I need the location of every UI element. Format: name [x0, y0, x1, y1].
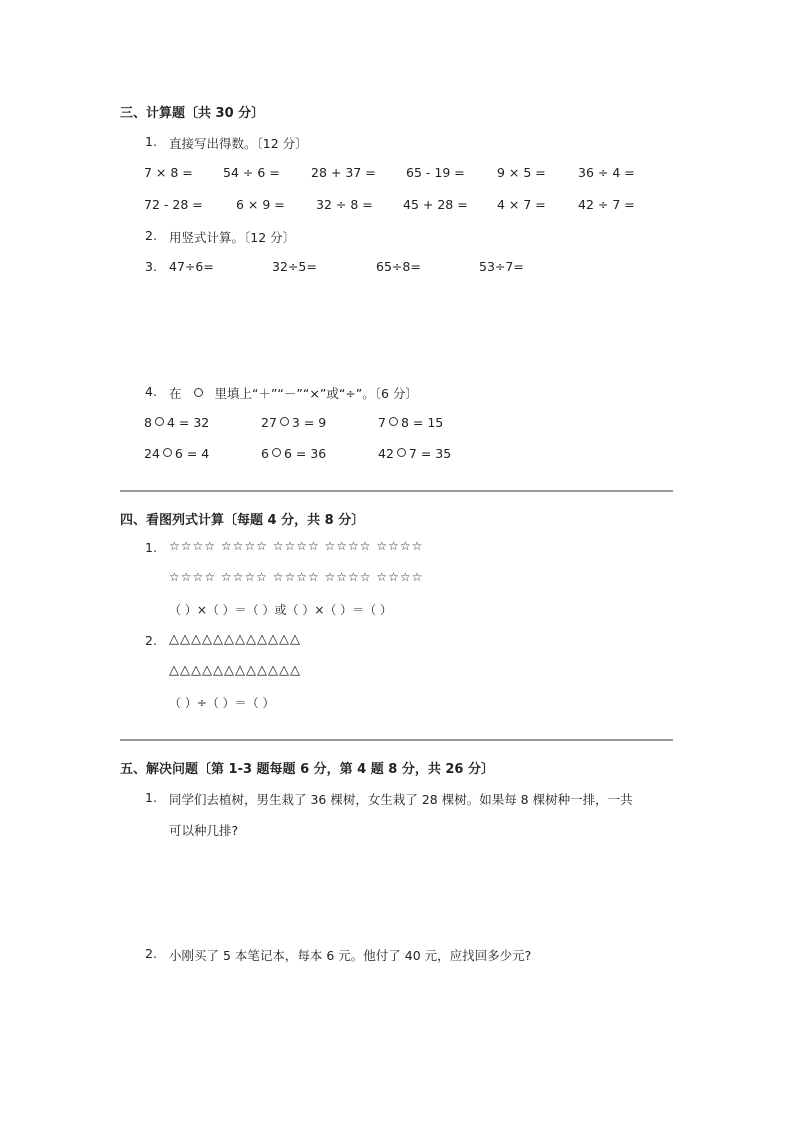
- question-number: 2.: [145, 946, 157, 961]
- operand: 42: [378, 446, 394, 461]
- fill-item: [261, 415, 326, 430]
- calc-item: 54 ÷ 6 =: [223, 165, 280, 180]
- calc-item: 4 × 7 =: [497, 197, 546, 212]
- calc-item: 28 + 37 =: [311, 165, 376, 180]
- stars-row: ☆☆☆☆ ☆☆☆☆ ☆☆☆☆ ☆☆☆☆ ☆☆☆☆: [169, 570, 424, 584]
- question-number: 2.: [145, 228, 157, 243]
- triangles-row: △△△△△△△△△△△△: [169, 663, 301, 678]
- operand: 27: [261, 415, 277, 430]
- word-problem-line: 可以种几排?: [169, 823, 239, 838]
- question-number: 3.: [145, 259, 157, 274]
- calc-item: 72 - 28 =: [144, 197, 203, 212]
- question-text: 直接写出得数。〔12 分〕: [169, 136, 308, 151]
- operand: 7 = 35: [408, 446, 452, 461]
- operand: 3 = 9: [291, 415, 327, 430]
- question-number: 1.: [145, 540, 157, 555]
- operand: 6: [261, 446, 269, 461]
- question-text-part: 在: [169, 386, 182, 401]
- circle-blank-icon: [397, 448, 406, 457]
- calc-item: 45 + 28 =: [403, 197, 468, 212]
- question-text: [169, 384, 418, 402]
- circle-blank-icon: [272, 448, 281, 457]
- division-item: 65÷8=: [376, 259, 421, 274]
- section-divider: [120, 490, 673, 492]
- operand: 8: [144, 415, 152, 430]
- word-problem-line: 同学们去植树，男生栽了 36 棵树，女生栽了 28 棵树。如果每 8 棵树种一排，一共: [169, 792, 633, 807]
- formula-line: （ ）×（ ）＝（ ）或（ ）×（ ）＝（ ）: [169, 603, 392, 617]
- operand: 6 = 4: [174, 446, 210, 461]
- operand: 8 = 15: [400, 415, 444, 430]
- question-number: 1.: [145, 790, 157, 805]
- fill-item: [261, 446, 326, 461]
- formula-line: （ ）÷（ ）＝（ ）: [169, 696, 275, 710]
- question-number: 4.: [145, 384, 157, 399]
- circle-blank-icon: [280, 417, 289, 426]
- circle-blank-icon: [389, 417, 398, 426]
- fill-item: [378, 446, 451, 461]
- fill-item: [378, 415, 443, 430]
- calc-item: 42 ÷ 7 =: [578, 197, 635, 212]
- circle-blank-icon: [194, 388, 203, 397]
- stars-row: ☆☆☆☆ ☆☆☆☆ ☆☆☆☆ ☆☆☆☆ ☆☆☆☆: [169, 539, 424, 553]
- question-number: 1.: [145, 134, 157, 149]
- division-item: 53÷7=: [479, 259, 524, 274]
- word-problem-line: 小刚买了 5 本笔记本，每本 6 元。他付了 40 元，应找回多少元?: [169, 948, 532, 963]
- question-number: 2.: [145, 633, 157, 648]
- calc-item: 7 × 8 =: [144, 165, 193, 180]
- fill-item: [144, 415, 209, 430]
- calc-item: 6 × 9 =: [236, 197, 285, 212]
- calc-item: 32 ÷ 8 =: [316, 197, 373, 212]
- operand: 24: [144, 446, 160, 461]
- calc-item: 65 - 19 =: [406, 165, 465, 180]
- section-divider: [120, 739, 673, 741]
- section-5-title: 五、解决问题〔第 1-3 题每题 6 分，第 4 题 8 分，共 26 分〕: [120, 762, 494, 777]
- circle-blank-icon: [163, 448, 172, 457]
- division-item: 32÷5=: [272, 259, 317, 274]
- question-text-part: 里填上“＋”“－”“×”或“÷”。〔6 分〕: [214, 386, 418, 401]
- operand: 4 = 32: [166, 415, 210, 430]
- section-3-title: 三、计算题〔共 30 分〕: [120, 106, 265, 121]
- question-text: 用竖式计算。〔12 分〕: [169, 230, 296, 245]
- fill-item: [144, 446, 209, 461]
- calc-item: 36 ÷ 4 =: [578, 165, 635, 180]
- operand: 7: [378, 415, 386, 430]
- circle-blank-icon: [155, 417, 164, 426]
- triangles-row: △△△△△△△△△△△△: [169, 632, 301, 647]
- operand: 6 = 36: [283, 446, 327, 461]
- division-item: 47÷6=: [169, 259, 214, 274]
- section-4-title: 四、看图列式计算〔每题 4 分，共 8 分〕: [120, 513, 365, 528]
- calc-item: 9 × 5 =: [497, 165, 546, 180]
